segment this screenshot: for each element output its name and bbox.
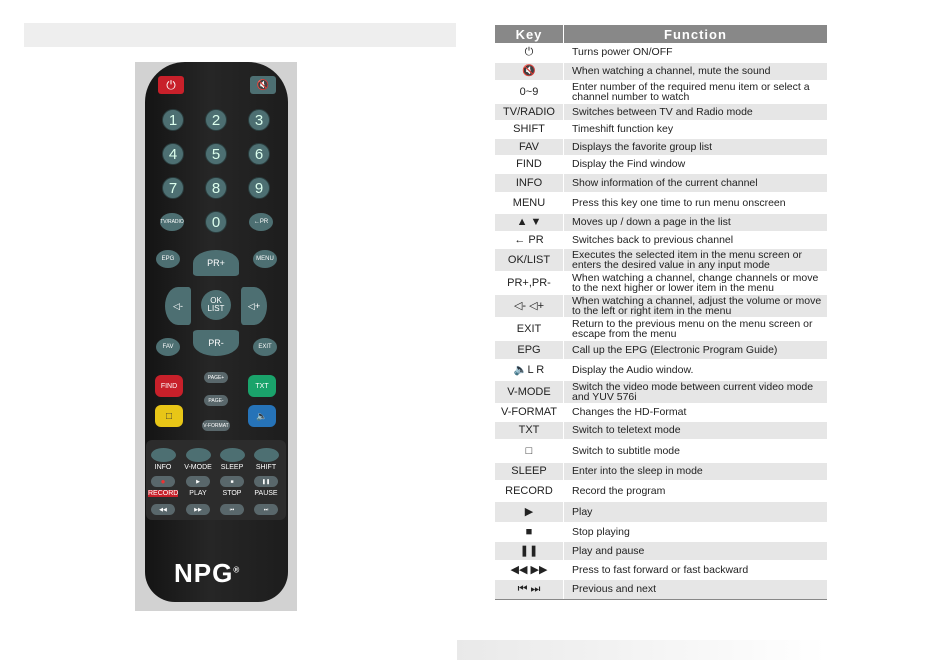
epg-button[interactable]: EPG — [156, 250, 180, 268]
fav-button[interactable]: FAV — [156, 338, 180, 356]
key-cell: EXIT — [495, 317, 564, 340]
key-function-table — [495, 25, 827, 600]
info-button[interactable] — [151, 448, 176, 462]
key-cell: MENU — [495, 192, 564, 213]
function-cell: Displays the favorite group list — [564, 138, 828, 155]
table-row — [495, 560, 827, 579]
key-cell: ◁- ◁+ — [495, 294, 564, 317]
function-cell: Enter into the sleep in mode — [564, 462, 828, 480]
table-row — [495, 421, 827, 439]
key-column-header: Key — [495, 25, 564, 43]
number-button-8[interactable]: 8 — [205, 177, 227, 199]
table-row — [495, 231, 827, 248]
vformat-button[interactable]: V-FORMAT — [202, 420, 230, 431]
vmode-label: V-MODE — [184, 464, 212, 471]
find-button[interactable]: FIND — [155, 375, 183, 397]
info-label: INFO — [154, 464, 172, 471]
key-cell: V-MODE — [495, 380, 564, 403]
sleep-label: SLEEP — [220, 464, 244, 471]
table-row — [495, 439, 827, 462]
menu-button[interactable]: MENU — [253, 250, 277, 268]
key-cell: PR+,PR- — [495, 271, 564, 294]
function-cell: Previous and next — [564, 579, 828, 599]
key-cell: ⏻ — [495, 43, 564, 62]
volume-up-button[interactable]: ◁+ — [241, 287, 267, 325]
number-button-5[interactable]: 5 — [205, 143, 227, 165]
table-row — [495, 192, 827, 213]
table-row — [495, 213, 827, 231]
rewind-button[interactable]: ◀◀ — [151, 504, 175, 515]
key-cell: SHIFT — [495, 120, 564, 138]
key-cell: RECORD — [495, 480, 564, 501]
pr-plus-button[interactable]: PR+ — [193, 250, 239, 276]
previous-button[interactable]: ⏮ — [220, 504, 244, 515]
mute-button[interactable]: 🔇 — [250, 76, 276, 94]
next-button[interactable]: ⏭ — [254, 504, 278, 515]
table-row — [495, 480, 827, 501]
play-label: PLAY — [189, 490, 207, 497]
table-row — [495, 294, 827, 317]
table-row — [495, 380, 827, 403]
function-column-header: Function — [564, 25, 828, 43]
record-label: RECORD — [148, 490, 179, 497]
back-pr-button[interactable]: ←PR — [249, 213, 273, 231]
table-row — [495, 43, 827, 62]
key-cell: ⏮ ⏭ — [495, 579, 564, 599]
function-cell: Display the Audio window. — [564, 359, 828, 380]
function-cell: Switch to teletext mode — [564, 421, 828, 439]
function-cell: Record the program — [564, 480, 828, 501]
function-cell: Show information of the current channel — [564, 173, 828, 192]
pause-label: PAUSE — [254, 490, 278, 497]
table-body — [495, 43, 827, 599]
function-cell: Enter number of the required menu item or select a channel number to watch — [564, 80, 828, 103]
vmode-button[interactable] — [186, 448, 211, 462]
record-button[interactable]: ● — [151, 476, 175, 487]
key-cell: ■ — [495, 522, 564, 541]
key-cell: ◀◀ ▶▶ — [495, 560, 564, 579]
table-row — [495, 541, 827, 560]
table-row — [495, 62, 827, 80]
power-button[interactable]: ⏻ — [158, 76, 184, 94]
number-button-9[interactable]: 9 — [248, 177, 270, 199]
key-cell: ❚❚ — [495, 541, 564, 560]
table-row — [495, 522, 827, 541]
function-cell: Switches between TV and Radio mode — [564, 103, 828, 120]
number-button-1[interactable]: 1 — [162, 109, 184, 131]
key-cell: ▶ — [495, 501, 564, 522]
key-cell: V-FORMAT — [495, 403, 564, 421]
number-button-3[interactable]: 3 — [248, 109, 270, 131]
key-cell: ← PR — [495, 231, 564, 248]
key-cell: FIND — [495, 155, 564, 173]
shift-button[interactable] — [254, 448, 279, 462]
number-button-4[interactable]: 4 — [162, 143, 184, 165]
key-cell: □ — [495, 439, 564, 462]
page-down-button[interactable]: PAGE- — [204, 395, 228, 406]
function-cell: Switches back to previous channel — [564, 231, 828, 248]
play-button[interactable]: ▶ — [186, 476, 210, 487]
function-cell: Call up the EPG (Electronic Program Guide) — [564, 340, 828, 359]
tvradio-button[interactable]: TV/RADIO — [160, 213, 184, 231]
subtitle-button[interactable]: □ — [155, 405, 183, 427]
key-cell: OK/LIST — [495, 248, 564, 271]
page-footer-bar — [457, 640, 827, 660]
table-row — [495, 359, 827, 380]
key-cell: SLEEP — [495, 462, 564, 480]
function-cell: Switch to subtitle mode — [564, 439, 828, 462]
table-row — [495, 103, 827, 120]
function-cell: When watching a channel, mute the sound — [564, 62, 828, 80]
number-button-7[interactable]: 7 — [162, 177, 184, 199]
txt-button[interactable]: TXT — [248, 375, 276, 397]
shift-label: SHIFT — [255, 464, 277, 471]
sleep-button[interactable] — [220, 448, 245, 462]
function-cell: Press to fast forward or fast backward — [564, 560, 828, 579]
stop-button[interactable]: ■ — [220, 476, 244, 487]
function-cell: Return to the previous menu on the menu screen or escape from the menu — [564, 317, 828, 340]
key-cell: TV/RADIO — [495, 103, 564, 120]
key-cell: ▲ ▼ — [495, 213, 564, 231]
table-row — [495, 120, 827, 138]
function-cell: When watching a channel, change channels or move to the next higher or lower item in the menu — [564, 271, 828, 294]
number-button-6[interactable]: 6 — [248, 143, 270, 165]
number-button-0[interactable]: 0 — [205, 211, 227, 233]
number-button-2[interactable]: 2 — [205, 109, 227, 131]
function-cell: Display the Find window — [564, 155, 828, 173]
ok-label: OK — [210, 296, 222, 305]
key-cell: 0~9 — [495, 80, 564, 103]
table-row — [495, 579, 827, 599]
function-cell: Executes the selected item in the menu screen or enters the desired value in any input mode — [564, 248, 828, 271]
function-cell: Timeshift function key — [564, 120, 828, 138]
table-row — [495, 80, 827, 103]
key-cell: INFO — [495, 173, 564, 192]
table-row — [495, 138, 827, 155]
table-row — [495, 340, 827, 359]
ok-list-button[interactable] — [201, 290, 231, 320]
fast-forward-button[interactable]: ▶▶ — [186, 504, 210, 515]
table-row — [495, 501, 827, 522]
function-cell: Switch the video mode between current video mode and YUV 576i — [564, 380, 828, 403]
pause-button[interactable]: ❚❚ — [254, 476, 278, 487]
page-header-bar — [24, 23, 456, 47]
key-cell: 🔇 — [495, 62, 564, 80]
pr-minus-button[interactable]: PR- — [193, 330, 239, 356]
function-cell: Turns power ON/OFF — [564, 43, 828, 62]
function-cell: Moves up / down a page in the list — [564, 213, 828, 231]
table-row — [495, 403, 827, 421]
table-row — [495, 317, 827, 340]
function-cell: Stop playing — [564, 522, 828, 541]
function-cell: Press this key one time to run menu onscreen — [564, 192, 828, 213]
table-row — [495, 173, 827, 192]
volume-down-button[interactable]: ◁- — [165, 287, 191, 325]
table-row — [495, 155, 827, 173]
key-cell: EPG — [495, 340, 564, 359]
stop-label: STOP — [222, 490, 242, 497]
table-row — [495, 248, 827, 271]
key-cell: FAV — [495, 138, 564, 155]
function-cell: Changes the HD-Format — [564, 403, 828, 421]
key-cell: 🔈L R — [495, 359, 564, 380]
page-up-button[interactable]: PAGE+ — [204, 372, 228, 383]
function-cell: Play — [564, 501, 828, 522]
key-cell: TXT — [495, 421, 564, 439]
exit-button[interactable]: EXIT — [253, 338, 277, 356]
list-label: LIST — [207, 304, 225, 313]
table-row — [495, 462, 827, 480]
function-cell: Play and pause — [564, 541, 828, 560]
audio-button[interactable]: 🔈 — [248, 405, 276, 427]
table-row — [495, 271, 827, 294]
brand-logo: NPG® — [174, 558, 241, 588]
function-cell: When watching a channel, adjust the volume or move to the left or right item in the menu — [564, 294, 828, 317]
